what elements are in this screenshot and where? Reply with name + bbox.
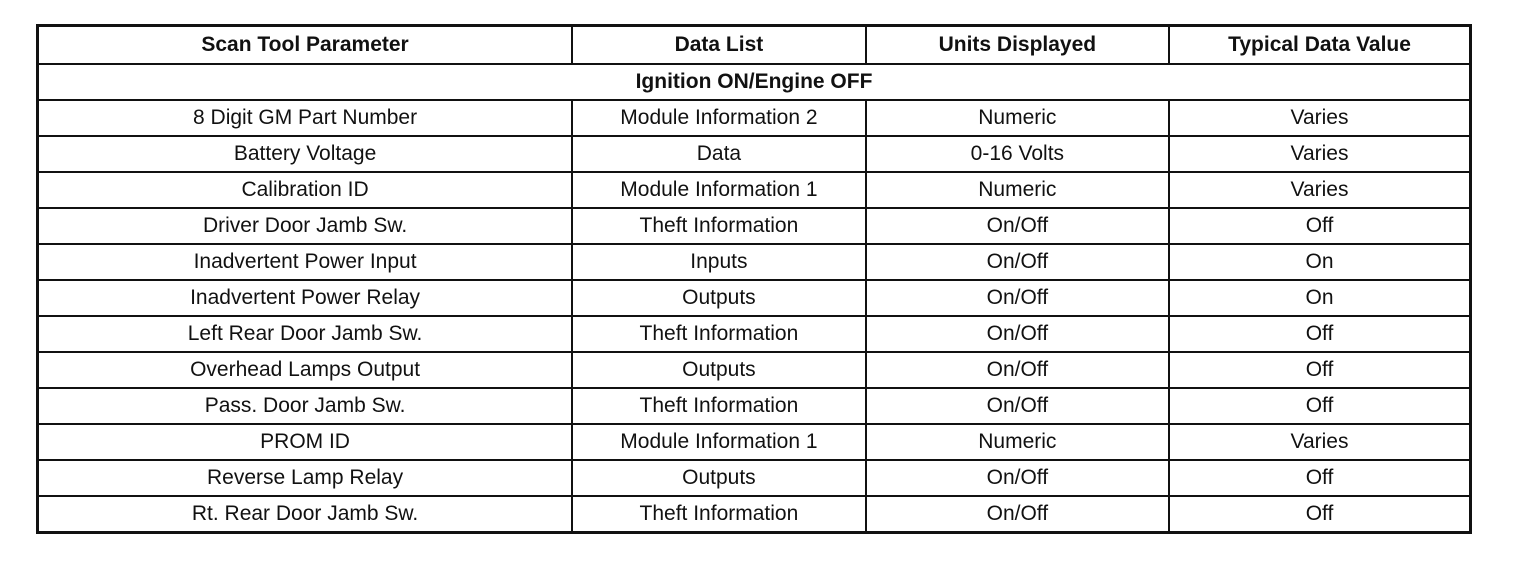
parameter-cell: PROM ID: [38, 424, 573, 460]
typical-value-cell: Varies: [1169, 172, 1470, 208]
typical-value-cell: Varies: [1169, 136, 1470, 172]
parameter-cell: 8 Digit GM Part Number: [38, 100, 573, 136]
units-cell: On/Off: [866, 496, 1169, 533]
units-cell: On/Off: [866, 208, 1169, 244]
units-cell: Numeric: [866, 172, 1169, 208]
typical-value-cell: Varies: [1169, 424, 1470, 460]
table-row: [38, 172, 1471, 208]
table-row: [38, 244, 1471, 280]
parameter-cell: Inadvertent Power Relay: [38, 280, 573, 316]
typical-value-cell: Off: [1169, 496, 1470, 533]
data-list-cell: Module Information 2: [572, 100, 866, 136]
typical-value-cell: Off: [1169, 352, 1470, 388]
parameter-cell: Calibration ID: [38, 172, 573, 208]
header-scan-tool-parameter: Scan Tool Parameter: [38, 26, 573, 65]
data-list-cell: Outputs: [572, 460, 866, 496]
units-cell: Numeric: [866, 100, 1169, 136]
units-cell: On/Off: [866, 460, 1169, 496]
parameter-cell: Inadvertent Power Input: [38, 244, 573, 280]
data-list-cell: Theft Information: [572, 316, 866, 352]
typical-value-cell: Varies: [1169, 100, 1470, 136]
data-list-cell: Theft Information: [572, 208, 866, 244]
table-row: [38, 460, 1471, 496]
parameter-cell: Pass. Door Jamb Sw.: [38, 388, 573, 424]
typical-value-cell: Off: [1169, 388, 1470, 424]
data-list-cell: Inputs: [572, 244, 866, 280]
typical-value-cell: On: [1169, 280, 1470, 316]
units-cell: Numeric: [866, 424, 1169, 460]
typical-value-cell: Off: [1169, 316, 1470, 352]
units-cell: On/Off: [866, 316, 1169, 352]
units-cell: On/Off: [866, 280, 1169, 316]
units-cell: On/Off: [866, 244, 1169, 280]
parameter-cell: Rt. Rear Door Jamb Sw.: [38, 496, 573, 533]
section-title: Ignition ON/Engine OFF: [38, 64, 1471, 100]
section-row: [38, 64, 1471, 100]
typical-value-cell: On: [1169, 244, 1470, 280]
data-list-cell: Module Information 1: [572, 172, 866, 208]
parameter-cell: Left Rear Door Jamb Sw.: [38, 316, 573, 352]
data-list-cell: Outputs: [572, 352, 866, 388]
data-list-cell: Theft Information: [572, 496, 866, 533]
table-row: [38, 100, 1471, 136]
table-row: [38, 388, 1471, 424]
data-list-cell: Theft Information: [572, 388, 866, 424]
scan-tool-data-table: [36, 24, 1472, 534]
parameter-cell: Overhead Lamps Output: [38, 352, 573, 388]
units-cell: 0-16 Volts: [866, 136, 1169, 172]
parameter-cell: Reverse Lamp Relay: [38, 460, 573, 496]
table-row: [38, 496, 1471, 533]
table-row: [38, 352, 1471, 388]
data-list-cell: Outputs: [572, 280, 866, 316]
typical-value-cell: Off: [1169, 208, 1470, 244]
parameter-cell: Driver Door Jamb Sw.: [38, 208, 573, 244]
table-row: [38, 316, 1471, 352]
header-typical-data-value: Typical Data Value: [1169, 26, 1470, 65]
table-row: [38, 136, 1471, 172]
table-row: [38, 208, 1471, 244]
table-row: [38, 424, 1471, 460]
data-list-cell: Data: [572, 136, 866, 172]
units-cell: On/Off: [866, 388, 1169, 424]
table-row: [38, 280, 1471, 316]
data-list-cell: Module Information 1: [572, 424, 866, 460]
header-units-displayed: Units Displayed: [866, 26, 1169, 65]
units-cell: On/Off: [866, 352, 1169, 388]
header-data-list: Data List: [572, 26, 866, 65]
parameter-cell: Battery Voltage: [38, 136, 573, 172]
typical-value-cell: Off: [1169, 460, 1470, 496]
header-row: [38, 26, 1471, 65]
